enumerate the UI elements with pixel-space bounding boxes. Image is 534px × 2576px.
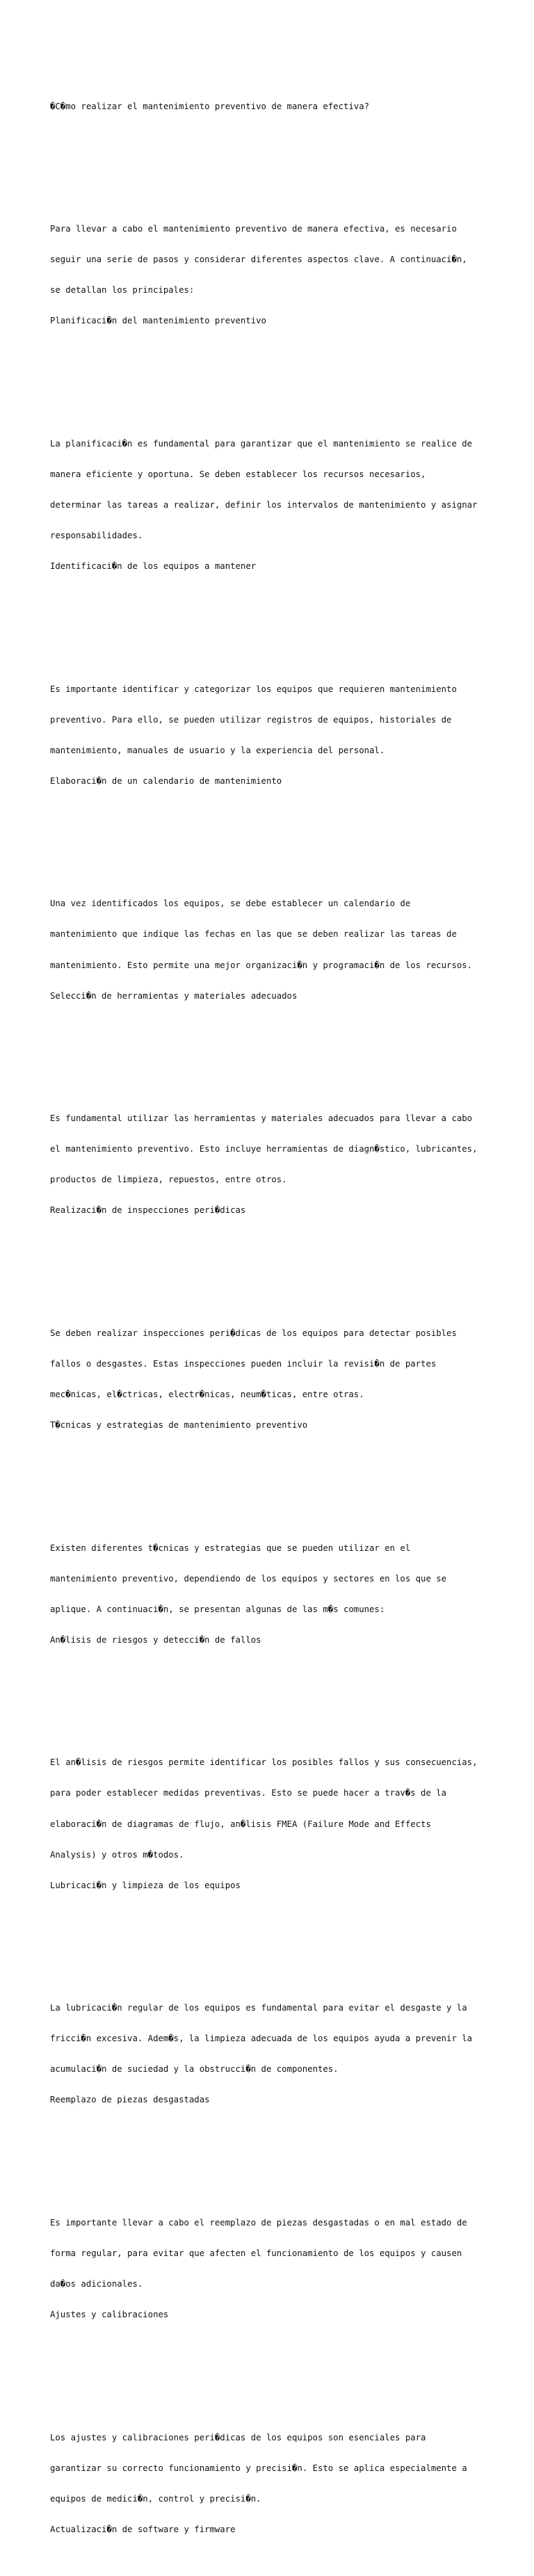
text-line: Para llevar a cabo el mantenimiento preventivo de manera efectiva, es necesario <box>50 223 457 234</box>
text-line: mantenimiento que indique las fechas en las que se deben realizar las tareas de <box>50 929 457 940</box>
section-heading: Identificaci�n de los equipos a mantener <box>50 561 257 572</box>
paragraph-gap <box>50 1942 495 1952</box>
text-line: Analysis) y otros m�todos. <box>50 1849 184 1860</box>
text-line: acumulaci�n de suciedad y la obstrucci�n de componentes. <box>50 2064 339 2075</box>
text-line: aplique. A continuaci�n, se presentan algunas de las m�s comunes: <box>50 1604 385 1614</box>
text-line: mantenimiento preventivo, dependiendo de los equipos y sectores en los que se <box>50 1573 447 1584</box>
section-heading: Elaboraci�n de un calendario de mantenimiento <box>50 775 282 786</box>
text-line: seguir una serie de pasos y considerar diferentes aspectos clave. A continuaci�n, <box>50 255 467 265</box>
section-reemplazo <box>50 2198 495 2341</box>
section-heading: Lubricaci�n y limpieza de los equipos <box>50 1880 241 1890</box>
section-herramientas <box>50 1093 495 1237</box>
section-heading: Ajustes y calibraciones <box>50 2310 169 2320</box>
section-heading: Actualizaci�n de software y firmware <box>50 2524 236 2534</box>
text-line: da�os adicionales. <box>50 2279 143 2289</box>
section-heading: An�lisis de riesgos y detecci�n de fallos <box>50 1634 261 1645</box>
text-line: mec�nicas, el�ctricas, electr�nicas, neum�ticas, entre otras. <box>50 1390 364 1400</box>
text-line: preventivo. Para ello, se pueden utilizar registros de equipos, historiales de <box>50 714 452 725</box>
section-analisis <box>50 1737 495 1911</box>
text-line: fricci�n excesiva. Adem�s, la limpieza adecuada de los equipos ayuda a prevenir la <box>50 2034 473 2044</box>
section-heading: Selecci�n de herramientas y materiales adecuados <box>50 990 298 1001</box>
section-ajustes <box>50 2412 495 2555</box>
text-line: forma regular, para evitar que afecten el funcionamiento de los equipos y causen <box>50 2248 462 2259</box>
text-line: Los ajustes y calibraciones peri�dicas de los equipos son esenciales para <box>50 2432 426 2442</box>
text-line: el mantenimiento preventivo. Esto incluye herramientas de diagn�stico, lubricantes, <box>50 1144 478 1154</box>
text-line: Es importante llevar a cabo el reemplazo de piezas desgastadas o en mal estado de <box>50 2217 467 2228</box>
section-heading: Planificaci�n del mantenimiento preventivo <box>50 316 266 326</box>
paragraph-gap <box>50 163 495 173</box>
section-calendario <box>50 878 495 1022</box>
text-line: Una vez identificados los equipos, se debe establecer un calendario de <box>50 899 411 909</box>
paragraph-gap <box>50 377 495 387</box>
text-line: productos de limpieza, repuestos, entre otros. <box>50 1175 287 1185</box>
section-tecnicas <box>50 1522 495 1666</box>
text-line: fallos o desgastes. Estas inspecciones pueden incluir la revisi�n de partes <box>50 1358 437 1369</box>
document-title: �C�mo realizar el mantenimiento preventivo de manera efectiva? <box>50 101 370 111</box>
paragraph-gap <box>50 2371 495 2381</box>
section-inspecciones <box>50 1307 495 1451</box>
text-line: El an�lisis de riesgos permite identificar los posibles fallos y sus consecuencias, <box>50 1757 478 1768</box>
section-heading: Realizaci�n de inspecciones peri�dicas <box>50 1205 246 1216</box>
text-line: La lubricaci�n regular de los equipos es fundamental para evitar el desgaste y la <box>50 2003 467 2013</box>
section-identificacion <box>50 663 495 807</box>
paragraph-gap <box>50 1481 495 1492</box>
paragraph-gap <box>50 1052 495 1063</box>
text-line: garantizar su correcto funcionamiento y precisi�n. Esto se aplica especialmente a <box>50 2463 467 2473</box>
text-line: Es importante identificar y categorizar los equipos que requieren mantenimiento <box>50 684 457 694</box>
text-line: Es fundamental utilizar las herramientas y materiales adecuados para llevar a cabo <box>50 1113 473 1124</box>
paragraph-gap <box>50 622 495 633</box>
paragraph-gap <box>50 2157 495 2167</box>
section-heading: T�cnicas y estrategias de mantenimiento preventivo <box>50 1420 308 1431</box>
text-line: Existen diferentes t�cnicas y estrategias que se pueden utilizar en el <box>50 1543 411 1553</box>
section-lubricacion <box>50 1983 495 2126</box>
text-line: responsabilidades. <box>50 531 143 541</box>
paragraph-gap <box>50 837 495 848</box>
section-planificacion <box>50 418 495 592</box>
text-line: determinar las tareas a realizar, definir los intervalos de mantenimiento y asignar <box>50 499 478 510</box>
text-line: mantenimiento, manuales de usuario y la experiencia del personal. <box>50 745 385 755</box>
document-page <box>50 50 495 2576</box>
paragraph-gap <box>50 1696 495 1707</box>
text-line: Se deben realizar inspecciones peri�dicas de los equipos para detectar posibles <box>50 1328 457 1338</box>
text-line: se detallan los principales: <box>50 285 195 296</box>
paragraph-gap <box>50 1267 495 1278</box>
text-line: manera eficiente y oportuna. Se deben establecer los recursos necesarios, <box>50 469 426 479</box>
text-line: equipos de medici�n, control y precisi�n. <box>50 2493 261 2504</box>
text-line: para poder establecer medidas preventivas. Esto se puede hacer a trav�s de la <box>50 1788 447 1798</box>
section-heading: Reemplazo de piezas desgastadas <box>50 2095 210 2105</box>
intro-paragraph <box>50 204 495 347</box>
text-line: mantenimiento. Esto permite una mejor organizaci�n y programaci�n de los recursos. <box>50 960 473 970</box>
document-title-block <box>50 81 495 132</box>
text-line: La planificaci�n es fundamental para garantizar que el mantenimiento se realice de <box>50 438 473 449</box>
text-line: elaboraci�n de diagramas de flujo, an�lisis FMEA (Failure Mode and Effects <box>50 1819 431 1829</box>
